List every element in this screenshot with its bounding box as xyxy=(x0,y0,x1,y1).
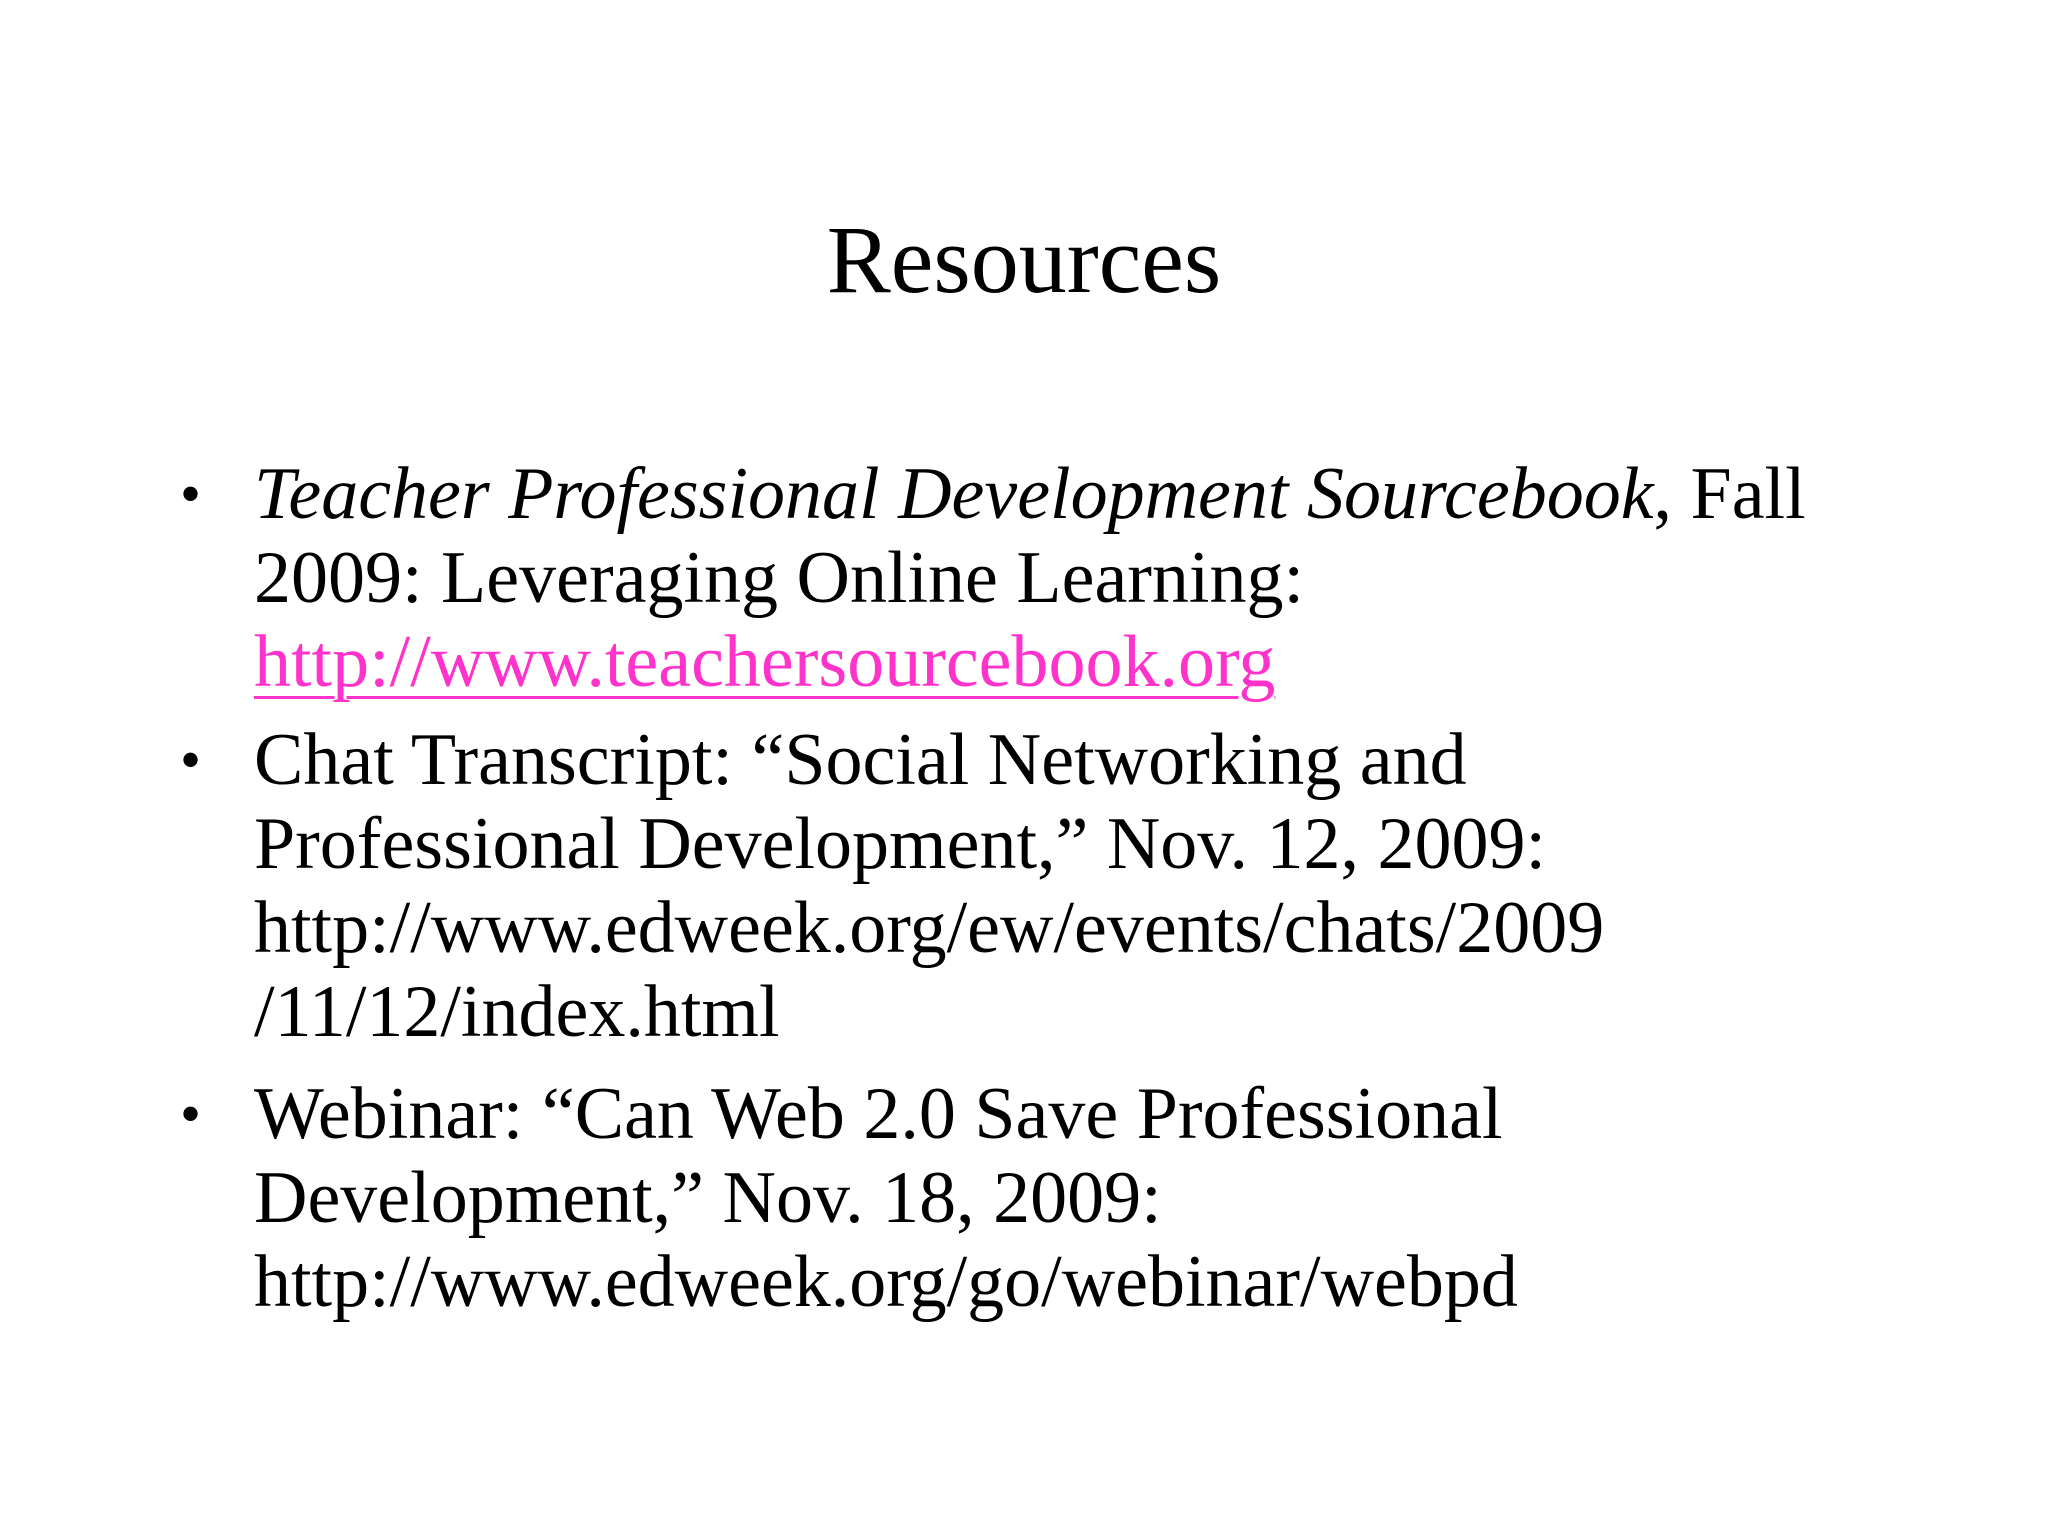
list-item xyxy=(170,1072,1910,1324)
teachersourcebook-link[interactable]: http://www.teachersourcebook.org xyxy=(254,621,1276,703)
list-item xyxy=(170,452,1910,704)
resource-url: /11/12/index.html xyxy=(254,971,780,1053)
resource-line: Professional Development,” Nov. 12, 2009: xyxy=(254,803,1547,885)
sourcebook-date-part: , Fall xyxy=(1653,453,1806,535)
resource-line xyxy=(254,452,1910,536)
resource-line: Chat Transcript: “Social Networking and xyxy=(254,719,1467,801)
sourcebook-title: Teacher Professional Development Sourcebook xyxy=(254,453,1654,535)
bullet-icon: • xyxy=(180,727,202,793)
resource-list xyxy=(170,452,1910,1338)
slide-title: Resources xyxy=(826,206,1222,313)
resource-line: Development,” Nov. 18, 2009: xyxy=(254,1157,1162,1239)
resource-url: http://www.edweek.org/ew/events/chats/2009 xyxy=(254,887,1605,969)
resource-line: 2009: Leveraging Online Learning: xyxy=(254,537,1305,619)
bullet-icon: • xyxy=(180,1081,202,1147)
resource-url: http://www.edweek.org/go/webinar/webpd xyxy=(254,1241,1518,1323)
bullet-icon: • xyxy=(180,461,202,527)
resource-line: Webinar: “Can Web 2.0 Save Professional xyxy=(254,1073,1503,1155)
list-item xyxy=(170,718,1910,1054)
